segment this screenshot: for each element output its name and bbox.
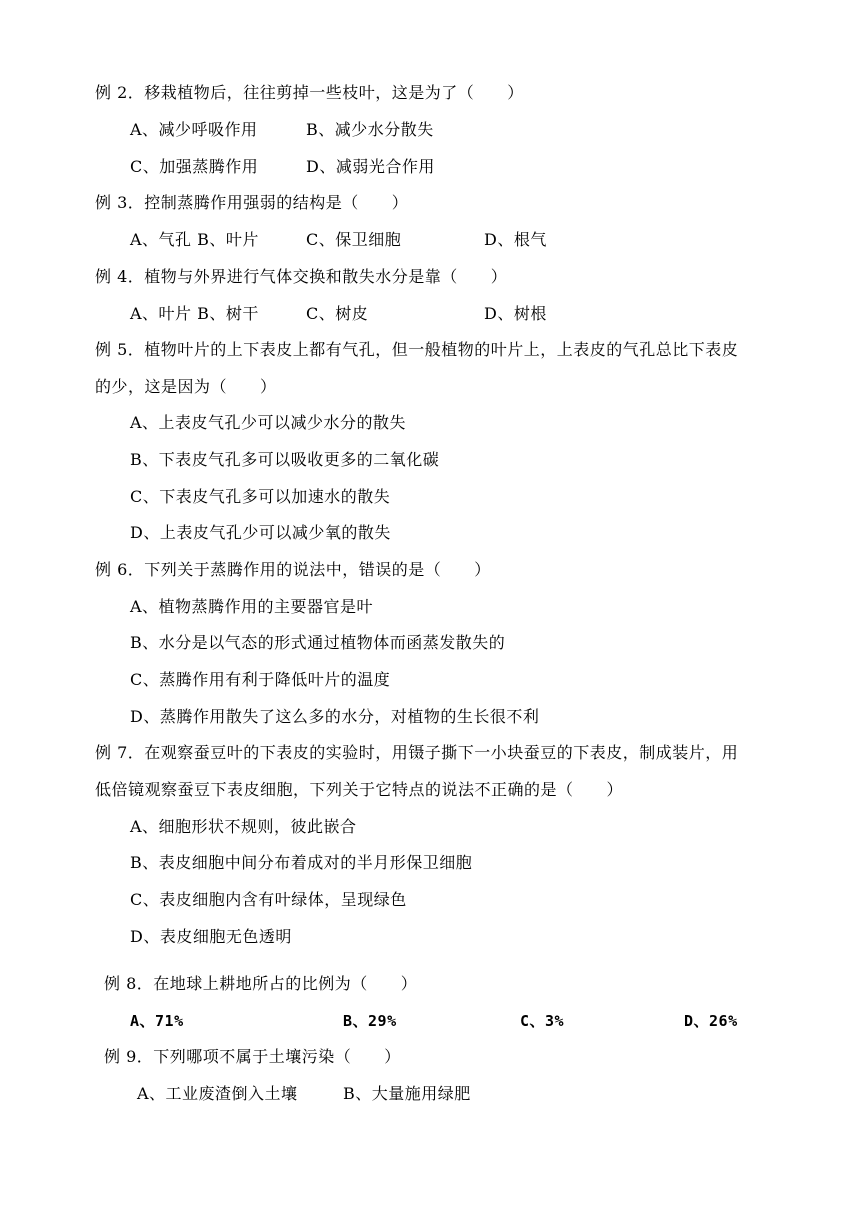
question-5-stem-line-1: 例 5．植物叶片的上下表皮上都有气孔，但一般植物的叶片上，上表皮的气孔总比下表皮 bbox=[95, 340, 739, 359]
question-6-option-c: C、蒸腾作用有利于降低叶片的温度 bbox=[130, 670, 391, 689]
question-8-option-d: D、26% bbox=[684, 1012, 738, 1030]
question-3-option-ab: A、气孔 B、叶片 bbox=[130, 230, 259, 249]
question-7-option-d: D、表皮细胞无色透明 bbox=[130, 927, 292, 946]
question-8-stem: 例 8．在地球上耕地所占的比例为（ ） bbox=[104, 974, 418, 993]
question-5-option-b: B、下表皮气孔多可以吸收更多的二氧化碳 bbox=[130, 450, 440, 469]
question-7-option-c: C、表皮细胞内含有叶绿体，呈现绿色 bbox=[130, 890, 407, 909]
question-8-option-b: B、29% bbox=[343, 1012, 397, 1030]
question-8-option-a: A、71% bbox=[130, 1012, 184, 1030]
question-5-option-a: A、上表皮气孔少可以减少水分的散失 bbox=[130, 413, 407, 432]
question-6-stem: 例 6．下列关于蒸腾作用的说法中，错误的是（ ） bbox=[95, 560, 491, 579]
question-4-option-c: C、树皮 bbox=[306, 304, 369, 323]
question-5-option-d: D、上表皮气孔少可以减少氧的散失 bbox=[130, 523, 391, 542]
question-2-option-c: C、加强蒸腾作用 bbox=[130, 157, 259, 176]
question-4-stem: 例 4．植物与外界进行气体交换和散失水分是靠（ ） bbox=[95, 267, 508, 286]
question-9-option-b: B、大量施用绿肥 bbox=[343, 1084, 471, 1103]
question-7-stem-line-2: 低倍镜观察蚕豆下表皮细胞，下列关于它特点的说法不正确的是（ ） bbox=[95, 780, 624, 799]
question-4-option-ab: A、叶片 B、树干 bbox=[130, 304, 259, 323]
question-3-stem: 例 3．控制蒸腾作用强弱的结构是（ ） bbox=[95, 193, 409, 212]
question-9-stem: 例 9．下列哪项不属于土壤污染（ ） bbox=[104, 1047, 401, 1066]
question-2-stem: 例 2．移栽植物后，往往剪掉一些枝叶，这是为了（ ） bbox=[95, 83, 524, 102]
question-6-option-b: B、水分是以气态的形式通过植物体而函蒸发散失的 bbox=[130, 633, 506, 652]
question-6-option-a: A、植物蒸腾作用的主要器官是叶 bbox=[130, 597, 374, 616]
question-3-option-d: D、根气 bbox=[484, 230, 547, 249]
question-6-option-d: D、蒸腾作用散失了这么多的水分，对植物的生长很不利 bbox=[130, 707, 540, 726]
question-5-option-c: C、下表皮气孔多可以加速水的散失 bbox=[130, 487, 391, 506]
question-5-stem-line-2: 的少，这是因为（ ） bbox=[95, 377, 277, 396]
question-2-option-d: D、减弱光合作用 bbox=[306, 157, 435, 176]
question-7-option-a: A、细胞形状不规则，彼此嵌合 bbox=[130, 817, 357, 836]
question-2-option-a: A、减少呼吸作用 bbox=[130, 120, 258, 139]
question-7-option-b: B、表皮细胞中间分布着成对的半月形保卫细胞 bbox=[130, 853, 473, 872]
question-4-option-d: D、树根 bbox=[484, 304, 547, 323]
question-2-option-b: B、减少水分散失 bbox=[306, 120, 434, 139]
question-3-option-c: C、保卫细胞 bbox=[306, 230, 402, 249]
question-7-stem-line-1: 例 7．在观察蚕豆叶的下表皮的实验时，用镊子撕下一小块蚕豆的下表皮，制成装片，用 bbox=[95, 743, 739, 762]
question-8-option-c: C、3% bbox=[520, 1012, 565, 1030]
question-9-option-a: A、工业废渣倒入土壤 bbox=[137, 1084, 298, 1103]
